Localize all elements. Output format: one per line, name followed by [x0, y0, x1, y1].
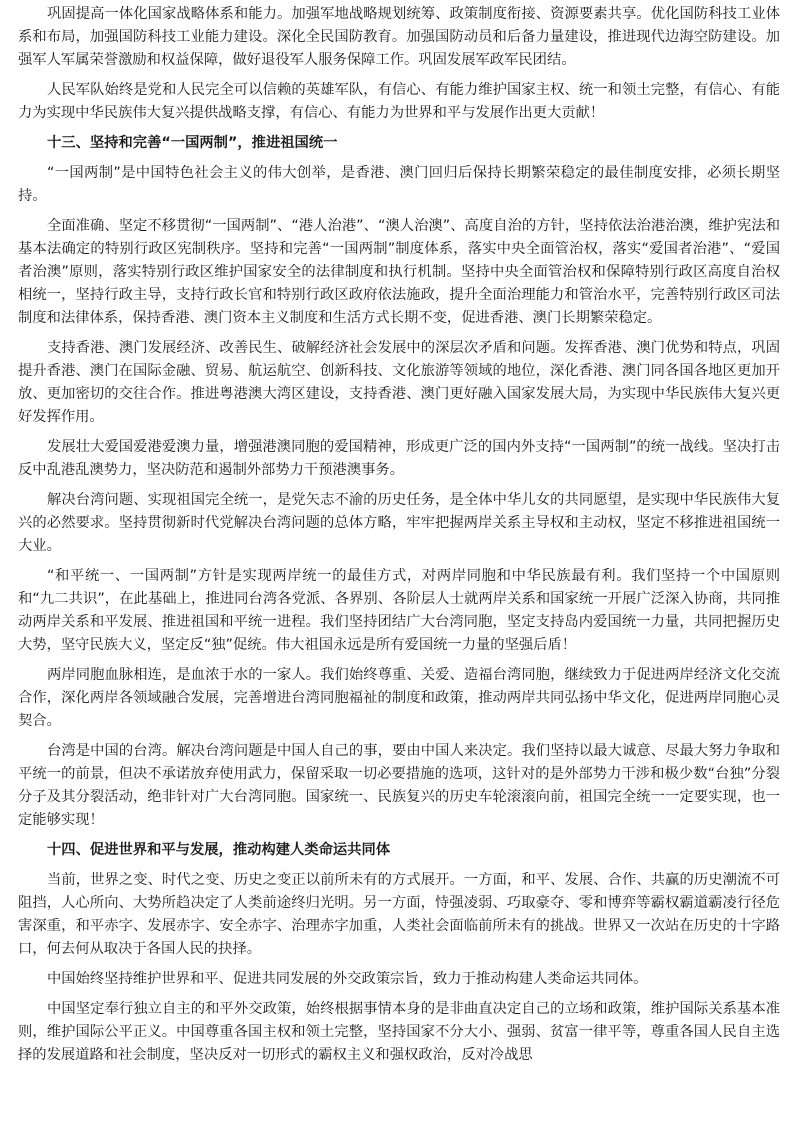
paragraph: 支持香港、澳门发展经济、改善民生、破解经济社会发展中的深层次矛盾和问题。发挥香港、澳门优势和特点，巩固提升香港、澳门在国际金融、贸易、航运航空、创新科技、文化旅游等领域的地位，深化香港、澳门同各国各地区更加开放、更加密切的交往合作。推进粤港澳大湾区建设，支持香港、澳门更好融入国家发展大局，为实现中华民族伟大复兴更好发挥作用。	[18, 340, 780, 425]
section-heading-13: 十三、坚持和完善“一国两制”，推进祖国统一	[47, 135, 338, 151]
paragraph: 当前，世界之变、时代之变、历史之变正以前所未有的方式展开。一方面，和平、发展、合作、共赢的历史潮流不可阻挡，人心所向、大势所趋决定了人类前途终归光明。另一方面，恃强凌弱、巧取豪夺、零和博弈等霸权霸道霸凌行径危害深重，和平赤字、发展赤字、安全赤字、治理赤字加重，人类社会面临前所未有的挑战。世界又一次站在历史的十字路口，何去何从取决于各国人民的抉择。	[18, 872, 780, 957]
paragraph: 台湾是中国的台湾。解决台湾问题是中国人自己的事，要由中国人来决定。我们坚持以最大诚意、尽最大努力争取和平统一的前景，但决不承诺放弃使用武力，保留采取一切必要措施的选项，这针对的是外部势力干涉和极少数“台独”分裂分子及其分裂活动，绝非针对广大台湾同胞。国家统一、民族复兴的历史车轮滚滚向前，祖国完全统一一定要实现，也一定能够实现！	[18, 743, 780, 828]
document-page	[18, 3, 780, 1074]
paragraph: “一国两制”是中国特色社会主义的伟大创举，是香港、澳门回归后保持长期繁荣稳定的最佳制度安排，必须长期坚持。	[18, 165, 780, 204]
paragraph: 解决台湾问题、实现祖国完全统一，是党矢志不渝的历史任务，是全体中华儿女的共同愿望，是实现中华民族伟大复兴的必然要求。坚持贯彻新时代党解决台湾问题的总体方略，牢牢把握两岸关系主导权和主动权，坚定不移推进祖国统一大业。	[18, 492, 780, 554]
paragraph: 发展壮大爱国爱港爱澳力量，增强港澳同胞的爱国精神，形成更广泛的国内外支持“一国两制”的统一战线。坚决打击反中乱港乱澳势力，坚决防范和遏制外部势力干预港澳事务。	[18, 439, 780, 478]
paragraph: 全面准确、坚定不移贯彻“一国两制”、“港人治港”、“澳人治澳”、高度自治的方针，坚持依法治港治澳，维护宪法和基本法确定的特别行政区宪制秩序。坚持和完善“一国两制”制度体系，落实中央全面管治权，落实“爱国者治港”、“爱国者治澳”原则，落实特别行政区维护国家安全的法律制度和执行机制。坚持中央全面管治权和保障特别行政区高度自治权相统一，坚持行政主导，支持行政长官和特别行政区政府依法施政，提升全面治理能力和管治水平，完善特别行政区司法制度和法律体系，保持香港、澳门资本主义制度和生活方式长期不变，促进香港、澳门长期繁荣稳定。	[18, 218, 780, 326]
paragraph: 中国坚定奉行独立自主的和平外交政策，始终根据事情本身的是非曲直决定自己的立场和政策，维护国际关系基本准则，维护国际公平正义。中国尊重各国主权和领土完整，坚持国家不分大小、强弱、贫富一律平等，尊重各国人民自主选择的发展道路和社会制度，坚决反对一切形式的霸权主义和强权政治，反对冷战思	[18, 1001, 780, 1063]
paragraph: 中国始终坚持维护世界和平、促进共同发展的外交政策宗旨，致力于推动构建人类命运共同体。	[47, 971, 648, 987]
paragraph: 两岸同胞血脉相连，是血浓于水的一家人。我们始终尊重、关爱、造福台湾同胞，继续致力于促进两岸经济文化交流合作，深化两岸各领域融合发展，完善增进台湾同胞福祉的制度和政策，推动两岸共同弘扬中华文化，促进两岸同胞心灵契合。	[18, 667, 780, 729]
paragraph: 巩固提高一体化国家战略体系和能力。加强军地战略规划统筹、政策制度衔接、资源要素共享。优化国防科技工业体系和布局，加强国防科技工业能力建设。深化全民国防教育。加强国防动员和后备力量建设，推进现代边海空防建设。加强军人军属荣誉激励和权益保障，做好退役军人服务保障工作。巩固发展军政军民团结。	[18, 6, 780, 68]
paragraph: 人民军队始终是党和人民完全可以信赖的英雄军队，有信心、有能力维护国家主权、统一和领土完整，有信心、有能力为实现中华民族伟大复兴提供战略支撑，有信心、有能力为世界和平与发展作出更大贡献！	[18, 82, 780, 121]
paragraph: “和平统一、一国两制”方针是实现两岸统一的最佳方式，对两岸同胞和中华民族最有利。我们坚持一个中国原则和“九二共识”，在此基础上，推进同台湾各党派、各界别、各阶层人士就两岸关系和国家统一开展广泛深入协商，共同推动两岸关系和平发展、推进祖国和平统一进程。我们坚持团结广大台湾同胞，坚定支持岛内爱国统一力量，共同把握历史大势，坚守民族大义，坚定反“独”促统。伟大祖国永远是所有爱国统一力量的坚强后盾！	[18, 568, 780, 653]
section-heading-14: 十四、促进世界和平与发展，推动构建人类命运共同体	[47, 842, 391, 858]
